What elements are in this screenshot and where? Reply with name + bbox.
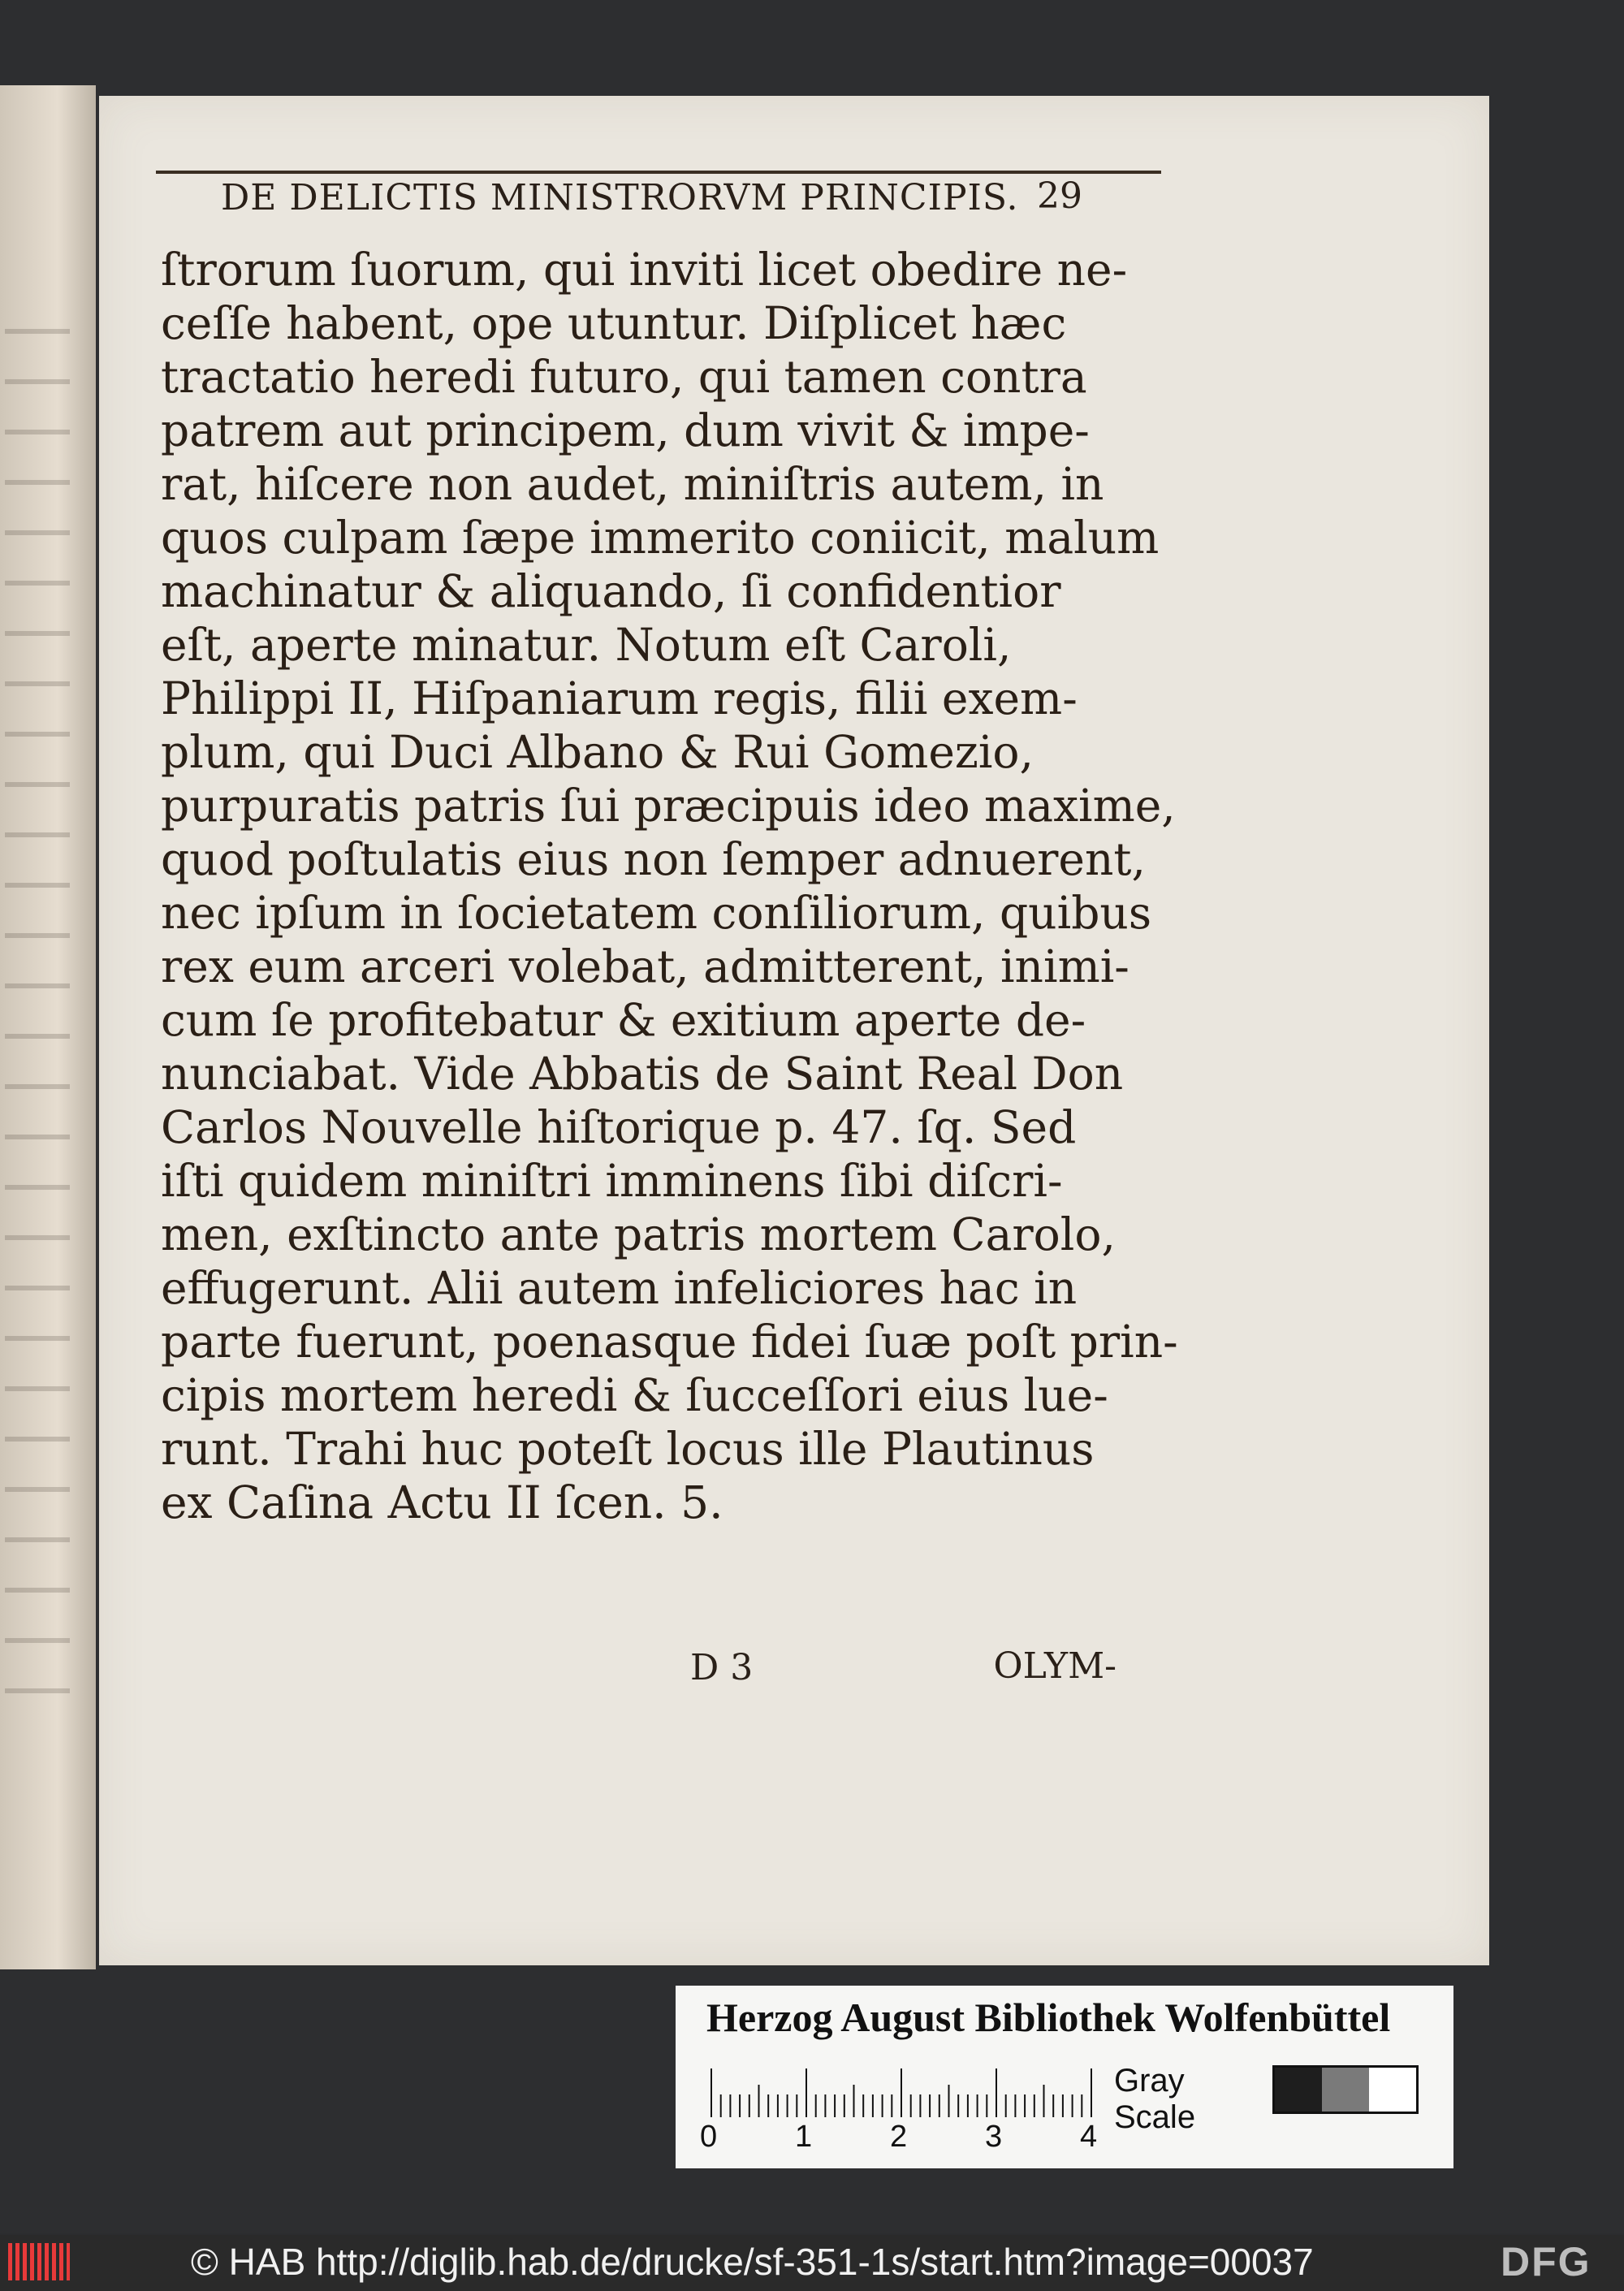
ruler xyxy=(708,2067,1098,2117)
previous-page-edge xyxy=(0,85,96,1969)
text-line: Carlos Nouvelle hiſtorique p. 47. ſq. Sed xyxy=(161,1101,1077,1153)
text-line: tractatio heredi futuro, qui tamen contra xyxy=(161,351,1087,403)
text-line: rex eum arceri volebat, admitterent, inimi- xyxy=(161,940,1129,992)
gray-patch-dark xyxy=(1275,2068,1322,2112)
text-line: iſti quidem miniſtri imminens ſibi diſcri- xyxy=(161,1155,1063,1207)
signature-mark: D 3 xyxy=(690,1647,754,1688)
text-line: ſtrorum ſuorum, qui inviti licet obedire ne- xyxy=(161,244,1128,296)
gray-scale-label: Gray Scale xyxy=(1114,2063,1196,2135)
body-text xyxy=(161,244,1184,1640)
footer-copyright-link[interactable]: © HAB http://diglib.hab.de/drucke/sf-351-1s/start.htm?image=00037 xyxy=(191,2241,1314,2283)
text-line: quod poſtulatis eius non ſemper adnuerent, xyxy=(161,833,1146,885)
gray-patch-light xyxy=(1369,2068,1416,2112)
ruler-numbers xyxy=(700,2120,1122,2156)
text-line: plum, qui Duci Albano & Rui Gomezio, xyxy=(161,726,1034,778)
text-line: Philippi II, Hiſpaniarum regis, filii exem- xyxy=(161,672,1078,724)
gray-scale-swatch xyxy=(1272,2065,1419,2114)
barcode-icon xyxy=(8,2243,70,2280)
text-line: men, exſtincto ante patris mortem Carolo, xyxy=(161,1208,1116,1260)
text-line: cipis mortem heredi & ſucceſſori eius lue- xyxy=(161,1369,1108,1421)
text-line: cum ſe profitebatur & exitium aperte de- xyxy=(161,994,1086,1046)
text-line: runt. Trahi huc poteſt locus ille Plautinus xyxy=(161,1423,1095,1475)
ruler-number: 1 xyxy=(795,2120,813,2154)
ruler-number: 4 xyxy=(1080,2120,1098,2154)
page-number: 29 xyxy=(1037,175,1082,217)
dfg-logo: DFG xyxy=(1501,2239,1592,2285)
text-line: nunciabat. Vide Abbatis de Saint Real Don xyxy=(161,1048,1124,1100)
text-line: parte fuerunt, poenasque fidei ſuæ poſt prin- xyxy=(161,1316,1178,1368)
text-line: ex Caſina Actu II ſcen. 5. xyxy=(161,1476,723,1528)
text-line: ceſſe habent, ope utuntur. Diſplicet hæc xyxy=(161,297,1067,349)
text-line: eſt, aperte minatur. Notum eſt Caroli, xyxy=(161,619,1012,671)
header-rule xyxy=(156,171,1161,174)
gray-patch-mid xyxy=(1322,2068,1369,2112)
text-line: nec ipſum in ſocietatem conſiliorum, quibus xyxy=(161,887,1152,939)
text-line: effugerunt. Alii autem infeliciores hac in xyxy=(161,1262,1078,1314)
running-head: DE DELICTIS MINISTRORVM PRINCIPIS. xyxy=(221,177,1019,218)
ruler-number: 3 xyxy=(985,2120,1003,2154)
color-scale-card xyxy=(676,1986,1453,2168)
text-line: quos culpam ſæpe immerito coniicit, malum xyxy=(161,512,1160,564)
text-line: rat, hiſcere non audet, miniſtris autem, in xyxy=(161,458,1104,510)
institution-name: Herzog August Bibliothek Wolfenbüttel xyxy=(706,1995,1391,2040)
ruler-number: 0 xyxy=(700,2120,718,2154)
catchword: OLYM- xyxy=(993,1645,1116,1687)
text-line: purpuratis patris ſui præcipuis ideo maxime, xyxy=(161,780,1176,832)
text-line: machinatur & aliquando, ſi confidentior xyxy=(161,565,1061,617)
ruler-number: 2 xyxy=(890,2120,908,2154)
text-line: patrem aut principem, dum vivit & impe- xyxy=(161,404,1090,456)
